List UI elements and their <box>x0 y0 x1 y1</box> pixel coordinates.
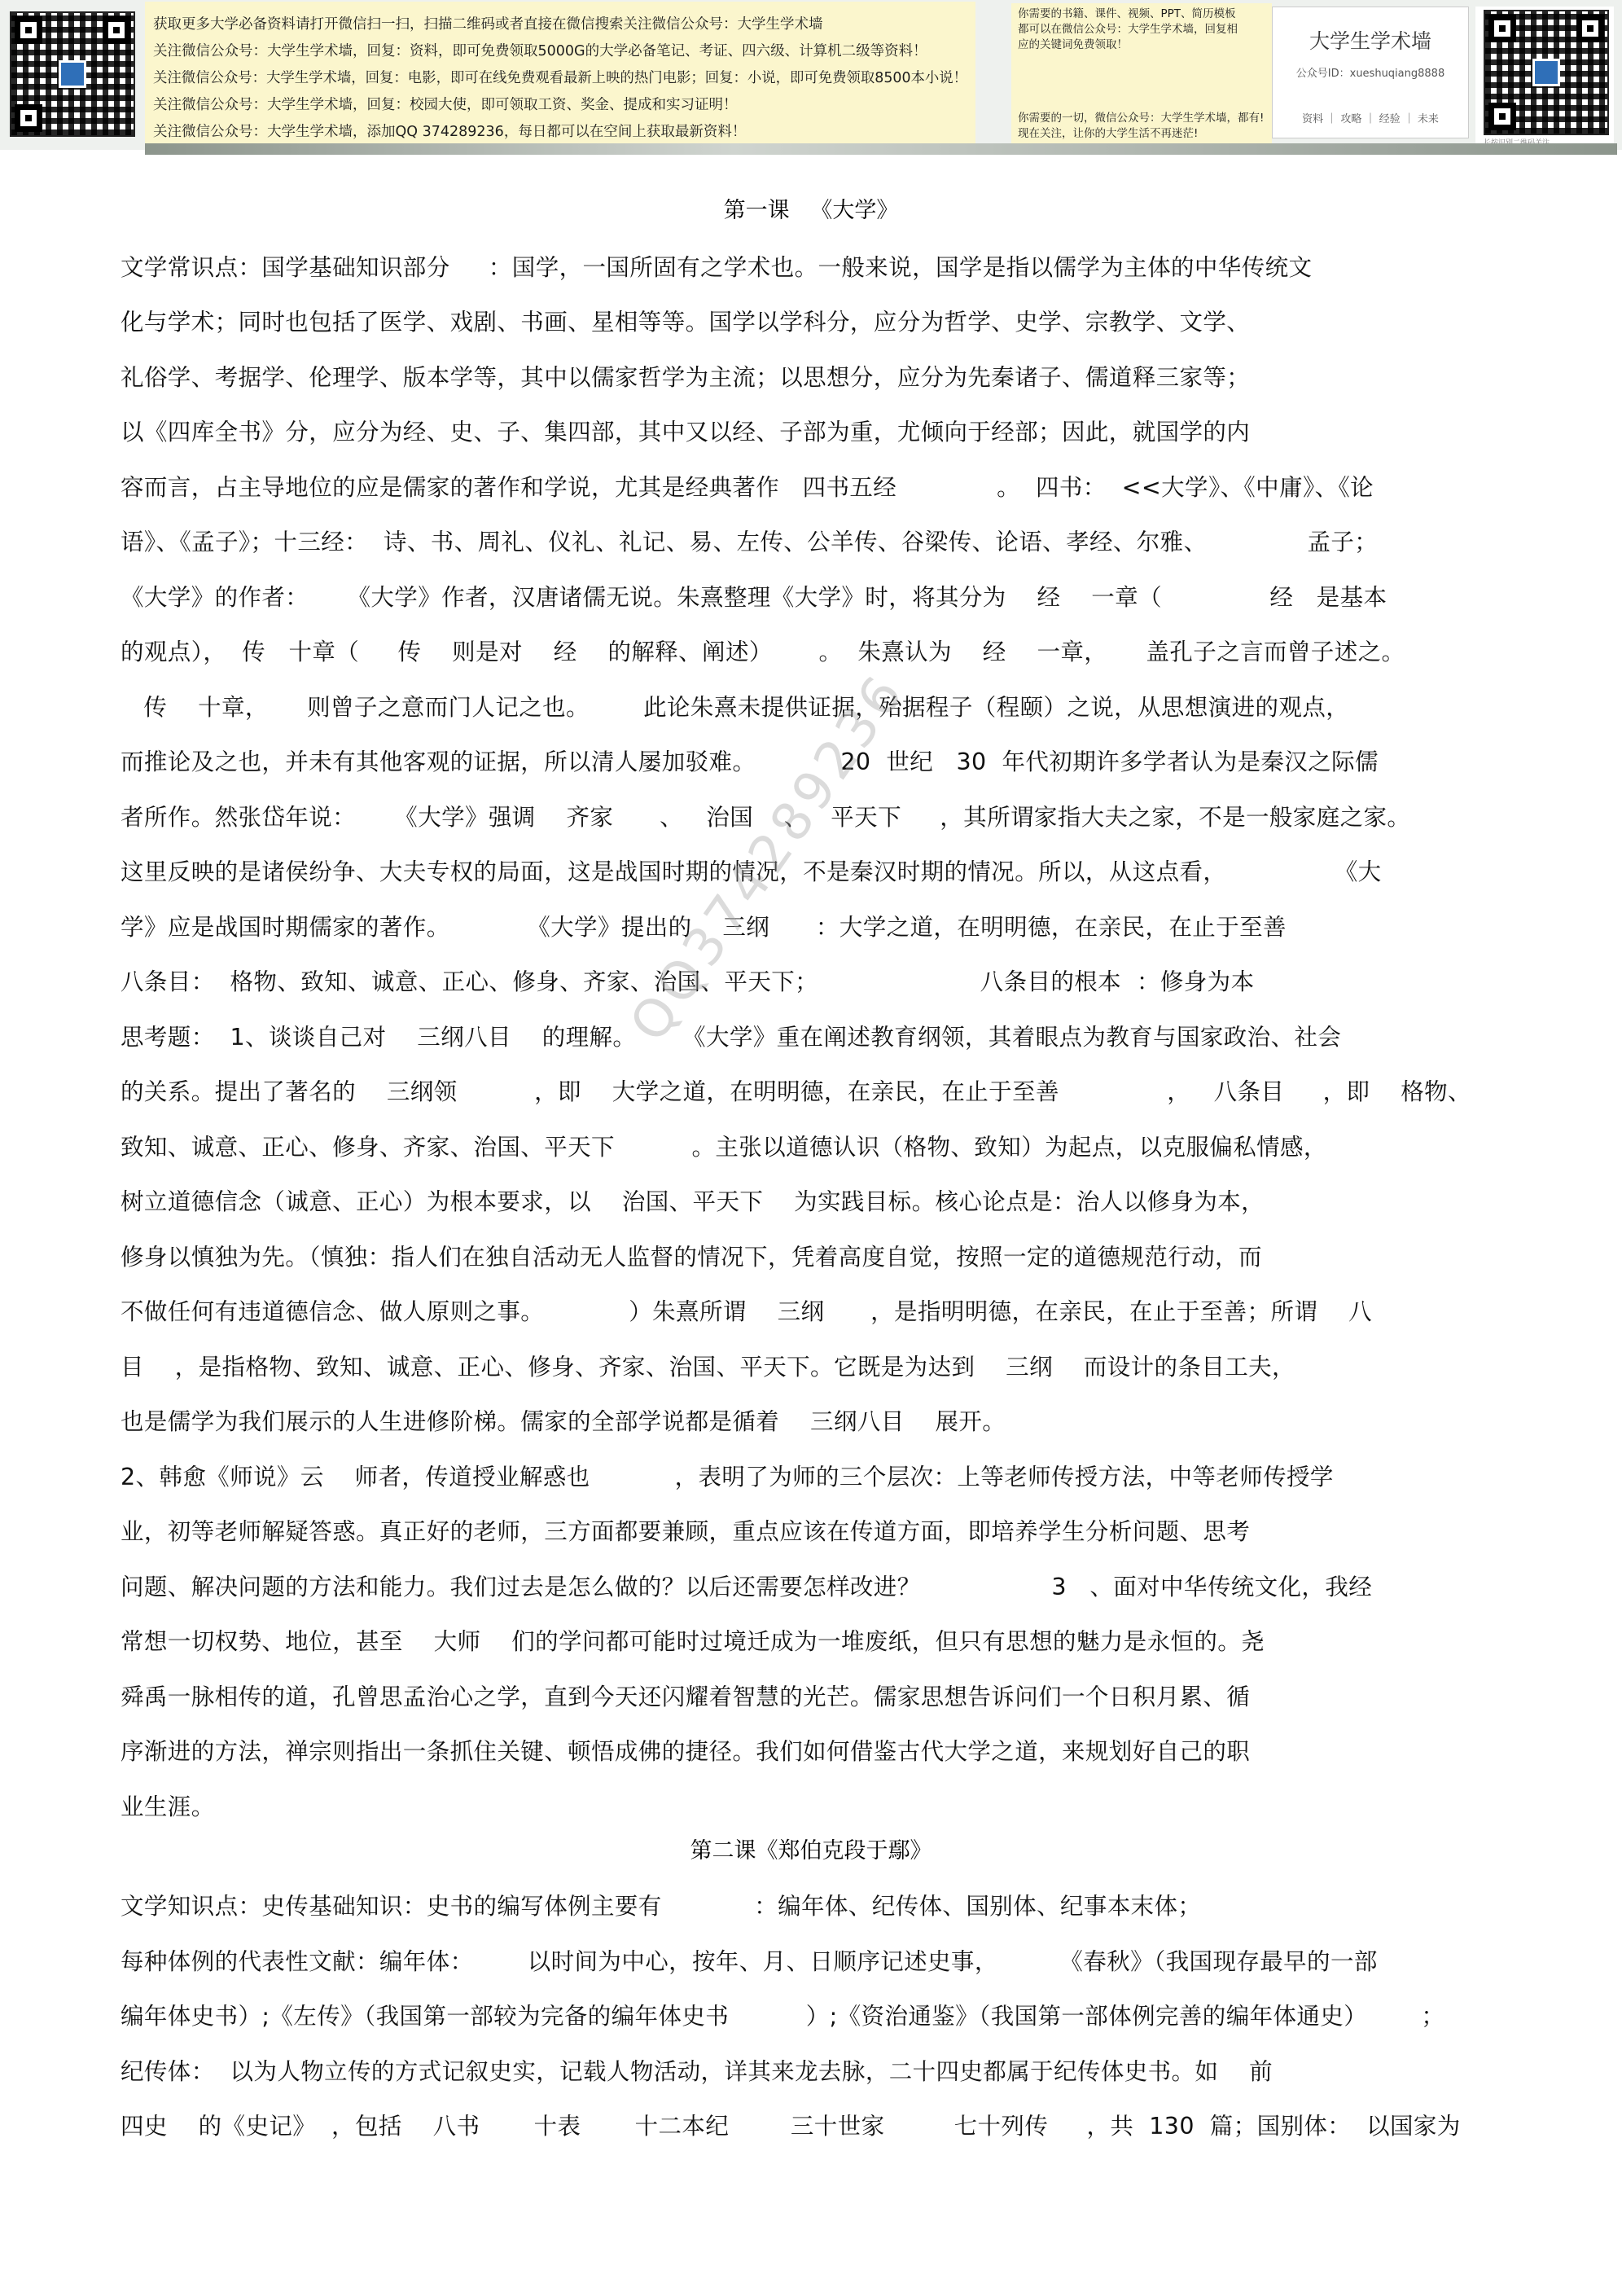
lesson1-line: 的关系。提出了著名的 三纲领 ，即 大学之道，在明明德，在亲民，在止于至善 ， 八条目 ，即 格物、 <box>121 1078 1471 1105</box>
lesson2-line: 纪传体： 以为人物立传的方式记叙史实，记载人物活动，详其来龙去脉，二十四史都属于纪传体史书。如 前 <box>121 2058 1273 2085</box>
lesson1-line: 序渐进的方法，禅宗则指出一条抓住关键、顿悟成佛的捷径。我们如何借鉴古代大学之道，来规划好自己的职 <box>121 1738 1251 1765</box>
lesson1-line: 树立道德信念（诚意、正心）为根本要求，以 治国、平天下 为实践目标。核心论点是：治人以修身为本， <box>121 1188 1265 1215</box>
lesson1-line: 致知、诚意、正心、修身、齐家、治国、平天下 。主张以道德认识（格物、致知）为起点，以克服偏私情感， <box>121 1134 1327 1161</box>
lesson1-heading: 第一课 《大学》 <box>723 198 899 223</box>
promo-line: 关注微信公众号：大学生学术墙，回复：校园大使，即可领取工资、奖金、提成和实习证明！ <box>153 97 738 113</box>
lesson2-line: 编年体史书）;《左传》（我国第一部较为完备的编年体史书 ）;《资治通鉴》（我国第一部体例完善的编年体通史） ； <box>121 2003 1445 2030</box>
brand-tags: 资料 ｜ 攻略 ｜ 经验 ｜ 未来 <box>1302 113 1439 125</box>
promo-side-line: 应的关键词免费领取！ <box>1018 38 1128 51</box>
lesson1-line: 也是儒学为我们展示的人生进修阶梯。儒家的全部学说都是循着 三纲八目 展开。 <box>121 1408 1006 1435</box>
lesson2-line: 四史 的《史记》 ，包括 八书 十表 十二本纪 三十世家 七十列传 ，共 130 篇；国别体： 以国家为 <box>121 2113 1461 2140</box>
promo-side-line: 你需要的一切，微信公众号：大学生学术墙，都有! <box>1018 112 1265 125</box>
lesson2-line: 文学知识点：史传基础知识：史书的编写体例主要有 ：编年体、纪传体、国别体、纪事本末体； <box>121 1893 1202 1920</box>
lesson1-line: 容而言，占主导地位的应是儒家的著作和学说，尤其是经典著作 四书五经 。 四书： <<大学》、《中庸》、《论 <box>121 474 1374 501</box>
promo-line: 获取更多大学必备资料请打开微信扫一扫，扫描二维码或者直接在微信搜索关注微信公众号：大学生学术墙 <box>153 16 823 33</box>
lesson1-line: 传 十章， 则曾子之意而门人记之也。 此论朱熹未提供证据，殆据程子（程颐）之说，从思想演进的观点， <box>121 694 1350 721</box>
lesson1-line: 业，初等老师解疑答惑。真正好的老师，三方面都要兼顾，重点应该在传道方面，即培养学生分析问题、思考 <box>121 1518 1251 1545</box>
lesson1-line: 的观点）， 传 十章（ 传 则是对 经 的解释、阐述） 。 朱熹认为 经 一章， 盖孔子之言而曾子述之。 <box>121 639 1405 665</box>
lesson1-line: 文学常识点：国学基础知识部分 ：国学，一国所固有之学术也。一般来说，国学是指以儒学为主体的中华传统文 <box>121 254 1313 281</box>
lesson1-line: 舜禹一脉相传的道，孔曾思孟治心之学，直到今天还闪耀着智慧的光芒。儒家思想告诉问们一个日积月累、循 <box>121 1684 1251 1710</box>
lesson2-heading: 第二课《郑伯克段于鄢》 <box>690 1838 932 1864</box>
promo-line: 关注微信公众号：大学生学术墙，回复：资料，即可免费领取5000G的大学必备笔记、考证、四六级、计算机二级等资料！ <box>153 43 927 59</box>
promo-line: 关注微信公众号：大学生学术墙，添加QQ 374289236，每日都可以在空间上获取最新资料！ <box>153 124 747 140</box>
brand-id: 公众号ID：xueshuqiang8888 <box>1295 68 1445 80</box>
lesson1-line: 而推论及之也，并未有其他客观的证据，所以清人屡加驳难。 20 世纪 30 年代初期许多学者认为是秦汉之际儒 <box>121 749 1379 775</box>
lesson1-line: 以《四库全书》分，应分为经、史、子、集四部，其中又以经、子部为重，尤倾向于经部；因此，就国学的内 <box>121 419 1251 446</box>
lesson1-line: 目 ，是指格物、致知、诚意、正心、修身、齐家、治国、平天下。它既是为达到 三纲 而设计的条目工夫， <box>121 1354 1295 1381</box>
lesson1-line: 思考题： 1、谈谈自己对 三纲八目 的理解。 《大学》重在阐述教育纲领，其着眼点为教育与国家政治、社会 <box>121 1024 1342 1051</box>
promo-line: 关注微信公众号：大学生学术墙，回复：电影，即可在线免费观看最新上映的热门电影；回复：小说，即可免费领取8500本小说！ <box>153 70 968 86</box>
promo-side-line: 你需要的书籍、课件、视频、PPT、简历模板 <box>1018 7 1236 20</box>
lesson1-line: 《大学》的作者： 《大学》作者，汉唐诸儒无说。朱熹整理《大学》时，将其分为 经 一章（ 经 是基本 <box>121 584 1387 611</box>
lesson1-line: 化与学术；同时也包括了医学、戏剧、书画、星相等等。国学以学科分，应分为哲学、史学、宗教学、文学、 <box>121 309 1251 336</box>
lesson1-line: 学》应是战国时期儒家的著作。 《大学》提出的 三纲 ：大学之道，在明明德，在亲民，在止于至善 <box>121 914 1287 941</box>
lesson2-line: 每种体例的代表性文献：编年体： 以时间为中心，按年、月、日顺序记述史事， 《春秋》（我国现存最早的一部 <box>121 1948 1378 1975</box>
lesson1-line: 业生涯。 <box>121 1793 215 1820</box>
lesson1-line: 礼俗学、考据学、伦理学、版本学等，其中以儒家哲学为主流；以思想分，应分为先秦诸子、儒道释三家等； <box>121 364 1251 391</box>
lesson1-line: 问题、解决问题的方法和能力。我们过去是怎么做的？以后还需要怎样改进？ 3 、面对中华传统文化，我经 <box>121 1574 1373 1600</box>
lesson1-line: 八条目： 格物、致知、诚意、正心、修身、齐家、治国、平天下； 八条目的根本 ：修身为本 <box>121 968 1255 995</box>
lesson1-line: 语》、《孟子》；十三经： 诗、书、周礼、仪礼、礼记、易、左传、公羊传、谷梁传、论语、孝经、尔雅、 孟子； <box>121 529 1379 555</box>
promo-side-line: 现在关注，让你的大学生活不再迷茫! <box>1018 127 1199 140</box>
brand-title: 大学生学术墙 <box>1309 29 1431 53</box>
lesson1-line: 者所作。然张岱年说： 《大学》强调 齐家 、 治国 、 平天下 ，其所谓家指大夫之家，不是一般家庭之家。 <box>121 804 1411 831</box>
watermark: QQ374289236 <box>619 662 918 1053</box>
lesson1-line: 常想一切权势、地位，甚至 大师 们的学问都可能时过境迁成为一堆废纸，但只有思想的魅力是永恒的。尧 <box>121 1628 1265 1655</box>
lesson1-line: 这里反映的是诸侯纷争、大夫专权的局面，这是战国时期的情况，不是秦汉时期的情况。所以，从这点看， 《大 <box>121 858 1382 885</box>
promo-side-line: 都可以在微信公众号：大学生学术墙，回复相 <box>1018 23 1238 36</box>
lesson1-line: 修身以慎独为先。（慎独：指人们在独自活动无人监督的情况下，凭着高度自觉，按照一定的道德规范行动，而 <box>121 1244 1262 1271</box>
lesson1-line: 2、韩愈《师说》云 师者，传道授业解惑也 ，表明了为师的三个层次：上等老师传授方法，中等老师传授学 <box>121 1464 1334 1490</box>
lesson1-line: 不做任何有违道德信念、做人原则之事。 ）朱熹所谓 三纲 ，是指明明德，在亲民，在止于至善；所谓 八 <box>121 1298 1372 1325</box>
